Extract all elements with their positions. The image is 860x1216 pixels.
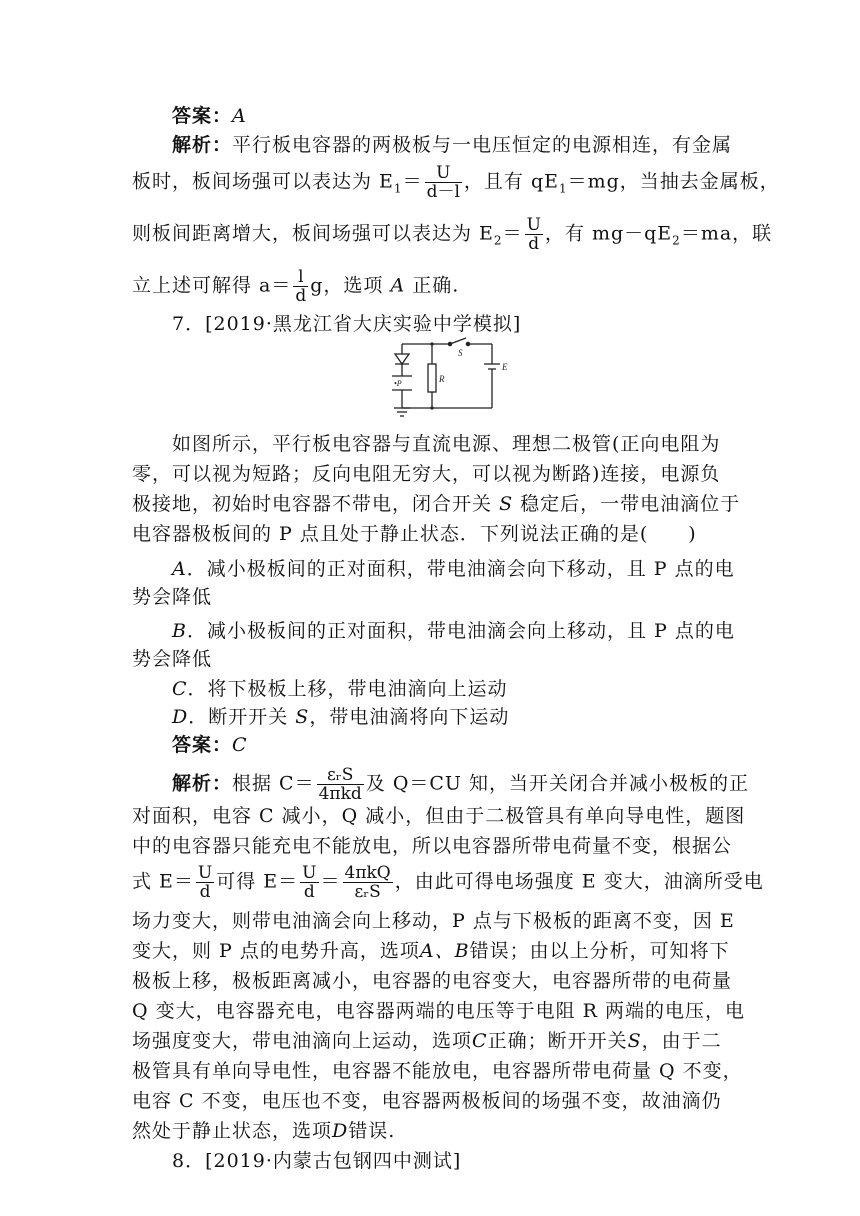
q7-stem-line-3: 极接地，初始时电容器不带电，闭合开关 S 稳定后，一带电油滴位于 — [132, 493, 741, 515]
option-d: D．断开开关 S，带电油滴将向下运动 — [172, 706, 510, 728]
q7-header: 7．[2019·黑龙江省大庆实验中学模拟] — [172, 313, 522, 335]
q7-analysis-line-3: 中的电容器只能充电不能放电，所以电容器所带电荷量不变，根据公 — [132, 835, 733, 857]
q7-stem-line-1: 如图所示，平行板电容器与直流电源、理想二极管(正向电阻为 — [172, 433, 721, 455]
q7-stem-line-2: 零，可以视为短路；反向电阻无穷大，可以视为断路)连接，电源负 — [132, 463, 721, 485]
q8-header: 8．[2019·内蒙古包钢四中测试] — [172, 1150, 462, 1172]
q7-analysis-line-7: 极板上移，极板距离减小，电容器的电容变大，电容器所带的电荷量 — [132, 970, 733, 992]
answer-value: A — [232, 105, 247, 127]
q7-analysis-line-9: 场强度变大，带电油滴向上运动，选项C正确；断开开关S，由于二 — [132, 1030, 722, 1052]
q6-analysis-line-3: 则板间距离增大，板间场强可以表达为 $E_2=$ $\frac{U}{d}$ ，有 $mg-qE_2=ma$，联 — [132, 215, 773, 254]
fraction-capacitance: $\frac{\text{εᵣS}}{\text{4πkd}}$ — [318, 765, 362, 804]
q7-analysis-line-5: 场力变大，则带电油滴会向上移动，P 点与下极板的距离不变，因 E — [132, 910, 735, 932]
fraction-u-over-d: $\frac{U}{d}$ — [526, 215, 541, 254]
q7-analysis-line-4: 式 E＝ $\frac{U}{d}$ 可得 E＝ $\frac{U}{d}$ ＝ $\frac{\text{4πkQ}}{\text{εᵣS}}$ ，由此可得电场强度 E 变大，油滴所受电 — [132, 863, 764, 902]
answer-label: 答案： — [172, 734, 233, 756]
q7-analysis-line-11: 电容 C 不变，电压也不变，电容器两极板间的场强不变，故油滴仍 — [132, 1090, 722, 1112]
circuit-label-r: R — [439, 374, 445, 384]
circuit-diagram — [388, 336, 518, 428]
option-b-line-2: 势会降低 — [132, 648, 213, 670]
q6-answer-line — [172, 104, 772, 128]
q7-analysis-line-1: 解析：根据 C＝ $\frac{\text{εᵣS}}{\text{4πkd}}$ 及 Q＝CU 知，当开关闭合并减小极板的正 — [172, 765, 749, 804]
circuit-label-e: E — [502, 362, 508, 372]
answer-value: C — [232, 734, 248, 756]
analysis-label: 解析： — [172, 772, 233, 795]
option-a-line-1: A．减小极板间的正对面积，带电油滴会向下移动，且 P 点的电 — [172, 558, 735, 580]
option-b-line-1: B．减小极板间的正对面积，带电油滴会向上移动，且 P 点的电 — [172, 620, 735, 642]
analysis-label: 解析： — [172, 134, 233, 156]
circuit-label-s: S — [458, 348, 463, 358]
option-c: C．将下极板上移，带电油滴向上运动 — [172, 678, 508, 700]
q7-answer-line — [172, 733, 772, 757]
circuit-label-p: •P — [394, 379, 402, 388]
q7-analysis-line-6: 变大，则 P 点的电势升高，选项A、B错误；由以上分析，可知将下 — [132, 940, 730, 962]
q6-analysis-line-4: 立上述可解得 a＝ $\frac{l}{d}$ g，选项 A 正确. — [132, 267, 460, 306]
fraction-l-over-d: $\frac{l}{d}$ — [295, 267, 307, 306]
option-a-line-2: 势会降低 — [132, 586, 213, 608]
q7-analysis-line-12: 然处于静止状态，选项D错误. — [132, 1120, 396, 1142]
q7-analysis-line-8: Q 变大，电容器充电，电容器两端的电压等于电阻 R 两端的电压，电 — [132, 1000, 746, 1022]
q7-analysis-line-10: 极管具有单向导电性，电容器不能放电，电容器所带电荷量 Q 不变， — [132, 1060, 743, 1082]
q6-analysis-line-1: 解析：平行板电容器的两极板与一电压恒定的电源相连，有金属 — [172, 134, 733, 156]
answer-label: 答案： — [172, 105, 233, 127]
q6-analysis-line-2: 板时，板间场强可以表达为 $E_1=$ $\frac{U}{d-l}$ ，且有 $qE_1=mg$，当抽去金属板， — [132, 163, 780, 202]
q7-stem-line-4: 电容器极板间的 P 点且处于静止状态．下列说法正确的是( ) — [132, 523, 697, 545]
q7-analysis-line-2: 对面积，电容 C 减小，Q 减小，但由于二极管具有单向导电性，题图 — [132, 805, 746, 827]
fraction-u-over-d-minus-l: $\frac{U}{d-l}$ — [426, 163, 460, 202]
